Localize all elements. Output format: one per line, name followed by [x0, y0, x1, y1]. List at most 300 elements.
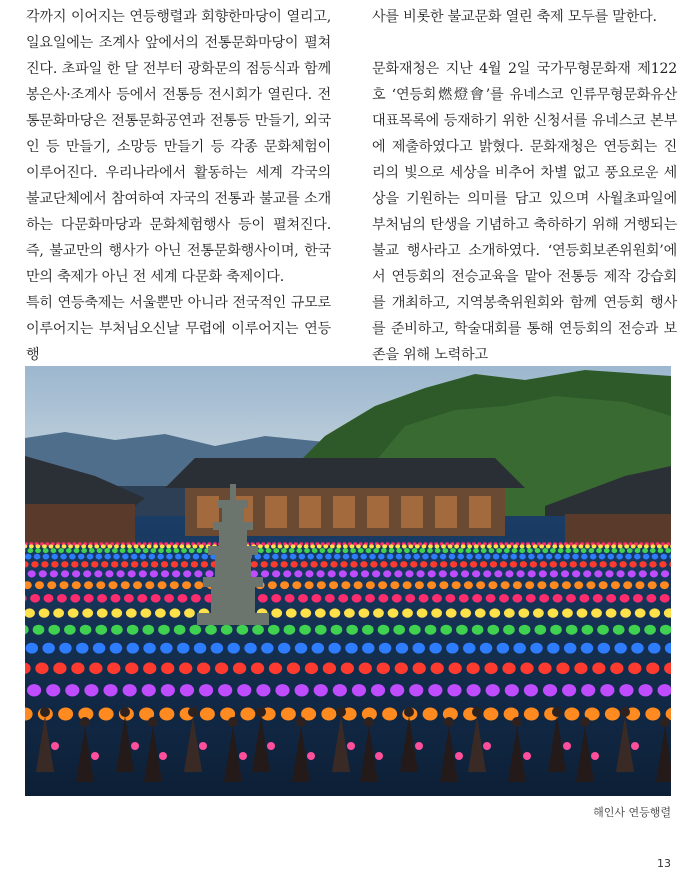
lantern — [299, 554, 306, 560]
lantern — [251, 561, 258, 567]
lantern — [660, 581, 669, 589]
photo-caption: 해인사 연등행렬 — [593, 806, 671, 819]
lantern — [448, 663, 461, 675]
lantern — [460, 608, 471, 617]
lantern — [396, 548, 402, 553]
lantern — [467, 684, 481, 696]
lantern — [34, 554, 41, 560]
lantern — [358, 548, 364, 553]
lantern — [87, 554, 94, 560]
lantern — [202, 554, 209, 560]
lantern — [405, 554, 412, 560]
lantern — [325, 554, 332, 560]
lantern — [383, 570, 391, 577]
lantern — [528, 554, 535, 560]
lantern — [300, 561, 307, 567]
lantern — [58, 548, 64, 553]
lantern — [258, 548, 264, 553]
lantern — [600, 684, 614, 696]
lantern — [72, 581, 81, 589]
lantern — [47, 581, 56, 589]
lantern — [638, 684, 652, 696]
lantern — [580, 561, 587, 567]
lantern — [556, 663, 569, 675]
lantern — [320, 548, 326, 553]
lantern — [197, 663, 210, 675]
lantern — [290, 561, 297, 567]
lantern — [55, 544, 60, 548]
lantern — [346, 625, 358, 635]
lantern — [312, 548, 318, 553]
lantern — [189, 548, 195, 553]
lantern — [658, 548, 664, 553]
lantern — [585, 544, 590, 548]
lantern — [193, 554, 200, 560]
lantern — [448, 544, 453, 548]
lantern — [284, 544, 289, 548]
lantern — [390, 561, 397, 567]
lantern — [624, 544, 629, 548]
lantern — [131, 554, 138, 560]
lantern — [486, 594, 496, 603]
lantern — [483, 707, 498, 720]
lantern — [268, 625, 280, 635]
lantern — [131, 561, 138, 567]
lantern — [504, 548, 510, 553]
lantern — [81, 548, 87, 553]
lantern — [620, 608, 631, 617]
lantern — [304, 548, 310, 553]
lantern — [456, 625, 468, 635]
lantern — [199, 684, 213, 696]
lantern — [271, 594, 281, 603]
lantern — [457, 554, 464, 560]
lantern — [76, 643, 88, 654]
lantern — [95, 625, 107, 635]
lantern — [150, 548, 156, 553]
lantern — [649, 608, 660, 617]
lantern — [65, 684, 79, 696]
lantern — [440, 625, 452, 635]
lantern — [39, 608, 50, 617]
lantern — [512, 548, 518, 553]
lantern — [524, 684, 538, 696]
lantern — [122, 554, 129, 560]
lantern — [151, 561, 158, 567]
lantern — [150, 570, 158, 577]
lantern — [378, 554, 385, 560]
lantern — [565, 544, 570, 548]
lantern — [484, 554, 491, 560]
lantern — [181, 548, 187, 553]
lantern — [61, 561, 68, 567]
lantern — [416, 570, 424, 577]
lantern — [619, 684, 633, 696]
lantern — [472, 570, 480, 577]
lantern — [403, 581, 412, 589]
lantern — [392, 594, 402, 603]
lantern — [454, 544, 459, 548]
lantern — [417, 608, 428, 617]
lantern — [151, 594, 161, 603]
lantern — [42, 643, 54, 654]
lantern — [99, 707, 114, 720]
lantern — [378, 581, 387, 589]
lantern — [415, 544, 420, 548]
lantern — [81, 561, 88, 567]
lantern — [286, 608, 297, 617]
lantern — [533, 608, 544, 617]
lantern — [650, 544, 655, 548]
lantern — [127, 548, 133, 553]
lantern — [472, 625, 484, 635]
lantern — [528, 570, 536, 577]
lantern — [194, 570, 202, 577]
lantern — [35, 544, 40, 548]
lantern — [413, 554, 420, 560]
lantern — [350, 570, 358, 577]
lantern — [269, 663, 282, 675]
lantern — [283, 570, 291, 577]
lantern — [592, 544, 597, 548]
lantern — [581, 554, 588, 560]
lantern — [271, 561, 278, 567]
lantern — [435, 548, 441, 553]
lantern — [350, 544, 355, 548]
lantern — [184, 554, 191, 560]
lantern — [526, 594, 536, 603]
lantern — [111, 561, 118, 567]
lantern — [395, 663, 408, 675]
lantern — [94, 570, 102, 577]
lantern — [84, 594, 94, 603]
lantern — [51, 554, 58, 560]
lantern — [184, 608, 195, 617]
lantern — [71, 561, 78, 567]
lantern — [377, 663, 390, 675]
lantern — [470, 561, 477, 567]
lantern — [608, 554, 615, 560]
lantern — [501, 581, 510, 589]
lantern — [566, 625, 578, 635]
lantern — [281, 554, 288, 560]
lantern — [628, 663, 641, 675]
lantern — [631, 643, 643, 654]
lantern — [113, 554, 120, 560]
lantern — [513, 544, 518, 548]
lantern — [70, 594, 80, 603]
lantern — [29, 544, 34, 548]
lantern — [370, 561, 377, 567]
lantern — [650, 548, 656, 553]
lantern — [502, 554, 509, 560]
lantern — [475, 608, 486, 617]
lantern — [440, 554, 447, 560]
lantern — [161, 663, 174, 675]
lantern — [142, 625, 154, 635]
lantern — [268, 581, 277, 589]
lantern — [483, 570, 491, 577]
lantern — [660, 594, 670, 603]
lantern — [74, 548, 80, 553]
lantern — [127, 643, 139, 654]
lantern — [59, 643, 71, 654]
lantern — [305, 581, 314, 589]
lantern — [461, 570, 469, 577]
lantern — [450, 548, 456, 553]
lantern — [427, 581, 436, 589]
lantern — [421, 544, 426, 548]
lantern — [439, 581, 448, 589]
lantern — [480, 561, 487, 567]
lantern — [488, 581, 497, 589]
lantern — [625, 554, 632, 560]
lantern — [112, 548, 118, 553]
lantern — [635, 608, 646, 617]
lantern — [564, 707, 579, 720]
lantern — [294, 570, 302, 577]
lantern — [435, 544, 440, 548]
lantern — [158, 548, 164, 553]
lantern — [540, 561, 547, 567]
lantern — [26, 643, 38, 654]
lantern — [135, 548, 141, 553]
lantern — [354, 581, 363, 589]
lantern — [597, 625, 609, 635]
lantern — [338, 594, 348, 603]
lantern — [428, 544, 433, 548]
lantern — [539, 570, 547, 577]
lantern — [261, 561, 268, 567]
lantern — [177, 643, 189, 654]
lantern — [500, 561, 507, 567]
lantern — [432, 594, 442, 603]
lantern — [581, 548, 587, 553]
lantern — [520, 663, 533, 675]
lantern — [330, 544, 335, 548]
lantern — [153, 544, 158, 548]
lantern — [613, 625, 625, 635]
lantern — [606, 608, 617, 617]
lantern — [579, 594, 589, 603]
lantern — [321, 707, 336, 720]
lantern — [665, 548, 671, 553]
lantern — [81, 544, 86, 548]
lantern — [365, 594, 375, 603]
lantern-festival-illustration — [25, 366, 671, 796]
lantern — [160, 643, 172, 654]
lantern — [297, 544, 302, 548]
lantern — [128, 570, 136, 577]
lantern — [43, 554, 50, 560]
lantern — [359, 663, 372, 675]
lantern — [645, 707, 660, 720]
lantern — [637, 544, 642, 548]
lantern — [487, 544, 492, 548]
right-paragraph-1: 사를 비롯한 불교문화 열린 축제 모두를 말한다. — [372, 9, 657, 25]
lantern — [121, 544, 126, 548]
lantern — [266, 548, 272, 553]
lantern — [577, 608, 588, 617]
lantern — [458, 548, 464, 553]
lantern — [427, 548, 433, 553]
lantern — [646, 594, 656, 603]
lantern — [599, 554, 606, 560]
lantern — [50, 570, 58, 577]
lantern — [310, 544, 315, 548]
lantern — [428, 570, 436, 577]
lantern — [181, 561, 188, 567]
lantern — [530, 561, 537, 567]
lantern — [51, 561, 58, 567]
lantern — [499, 594, 509, 603]
lantern — [612, 548, 618, 553]
lantern — [284, 625, 296, 635]
lantern — [560, 561, 567, 567]
lantern — [233, 663, 246, 675]
lantern — [379, 643, 391, 654]
lantern — [586, 581, 595, 589]
lantern — [28, 570, 36, 577]
lantern — [59, 581, 68, 589]
lantern — [51, 548, 57, 553]
lantern — [166, 554, 173, 560]
lantern — [396, 643, 408, 654]
lantern — [583, 570, 591, 577]
lantern — [360, 554, 367, 560]
lantern — [425, 625, 437, 635]
lantern — [649, 561, 656, 567]
lantern — [394, 570, 402, 577]
lantern — [563, 554, 570, 560]
lantern — [333, 684, 347, 696]
lantern — [256, 684, 270, 696]
lantern — [562, 684, 576, 696]
lantern — [611, 581, 620, 589]
lantern — [305, 570, 313, 577]
lantern — [646, 663, 659, 675]
lantern — [373, 608, 384, 617]
lantern — [126, 608, 137, 617]
lantern — [605, 570, 613, 577]
lantern — [535, 548, 541, 553]
lantern — [605, 707, 620, 720]
lantern — [80, 625, 92, 635]
lantern — [598, 544, 603, 548]
lantern — [390, 684, 404, 696]
lantern — [505, 684, 519, 696]
lantern — [604, 548, 610, 553]
lantern — [317, 544, 322, 548]
lantern — [422, 554, 429, 560]
lantern — [316, 554, 323, 560]
lantern — [39, 570, 47, 577]
lantern — [329, 581, 338, 589]
lantern — [58, 707, 73, 720]
lantern — [474, 544, 479, 548]
lantern — [281, 707, 296, 720]
lantern — [310, 561, 317, 567]
lantern — [463, 643, 475, 654]
lantern — [505, 570, 513, 577]
lantern — [57, 594, 67, 603]
lantern — [312, 643, 324, 654]
lantern — [101, 561, 108, 567]
lantern — [278, 643, 290, 654]
lantern — [561, 570, 569, 577]
lantern — [520, 544, 525, 548]
lantern — [452, 581, 461, 589]
lantern — [211, 643, 223, 654]
lantern — [447, 684, 461, 696]
lantern — [578, 544, 583, 548]
lantern — [339, 570, 347, 577]
lantern — [606, 594, 616, 603]
lantern — [510, 554, 517, 560]
lantern — [147, 544, 152, 548]
lantern — [158, 581, 167, 589]
lantern — [280, 561, 287, 567]
lantern — [331, 625, 343, 635]
lantern — [46, 684, 60, 696]
lantern — [111, 608, 122, 617]
lantern — [218, 684, 232, 696]
lantern — [652, 554, 659, 560]
lantern — [581, 643, 593, 654]
lantern — [316, 570, 324, 577]
lantern — [141, 561, 148, 567]
lantern — [609, 561, 616, 567]
lantern — [295, 643, 307, 654]
lantern — [565, 548, 571, 553]
lantern — [480, 643, 492, 654]
lantern — [35, 548, 41, 553]
lantern — [445, 594, 455, 603]
lantern — [179, 663, 192, 675]
lantern — [271, 608, 282, 617]
lantern — [507, 544, 512, 548]
lantern — [75, 544, 80, 548]
lantern — [194, 643, 206, 654]
lantern — [227, 643, 239, 654]
lantern — [537, 554, 544, 560]
lantern — [49, 544, 54, 548]
lantern — [356, 544, 361, 548]
lantern — [325, 594, 335, 603]
lantern — [405, 594, 415, 603]
lantern — [431, 608, 442, 617]
lantern — [664, 544, 669, 548]
lantern — [41, 561, 48, 567]
lantern — [550, 548, 556, 553]
lantern — [503, 625, 515, 635]
lantern — [623, 581, 632, 589]
lantern — [537, 581, 546, 589]
lantern — [534, 625, 546, 635]
lantern — [96, 581, 105, 589]
lantern — [143, 663, 156, 675]
lantern — [311, 594, 321, 603]
lantern — [107, 544, 112, 548]
lantern — [166, 548, 172, 553]
lantern — [191, 594, 201, 603]
lantern — [369, 554, 376, 560]
lantern — [93, 643, 105, 654]
lantern — [298, 594, 308, 603]
lantern — [96, 554, 103, 560]
lantern — [53, 663, 66, 675]
lantern — [574, 663, 587, 675]
